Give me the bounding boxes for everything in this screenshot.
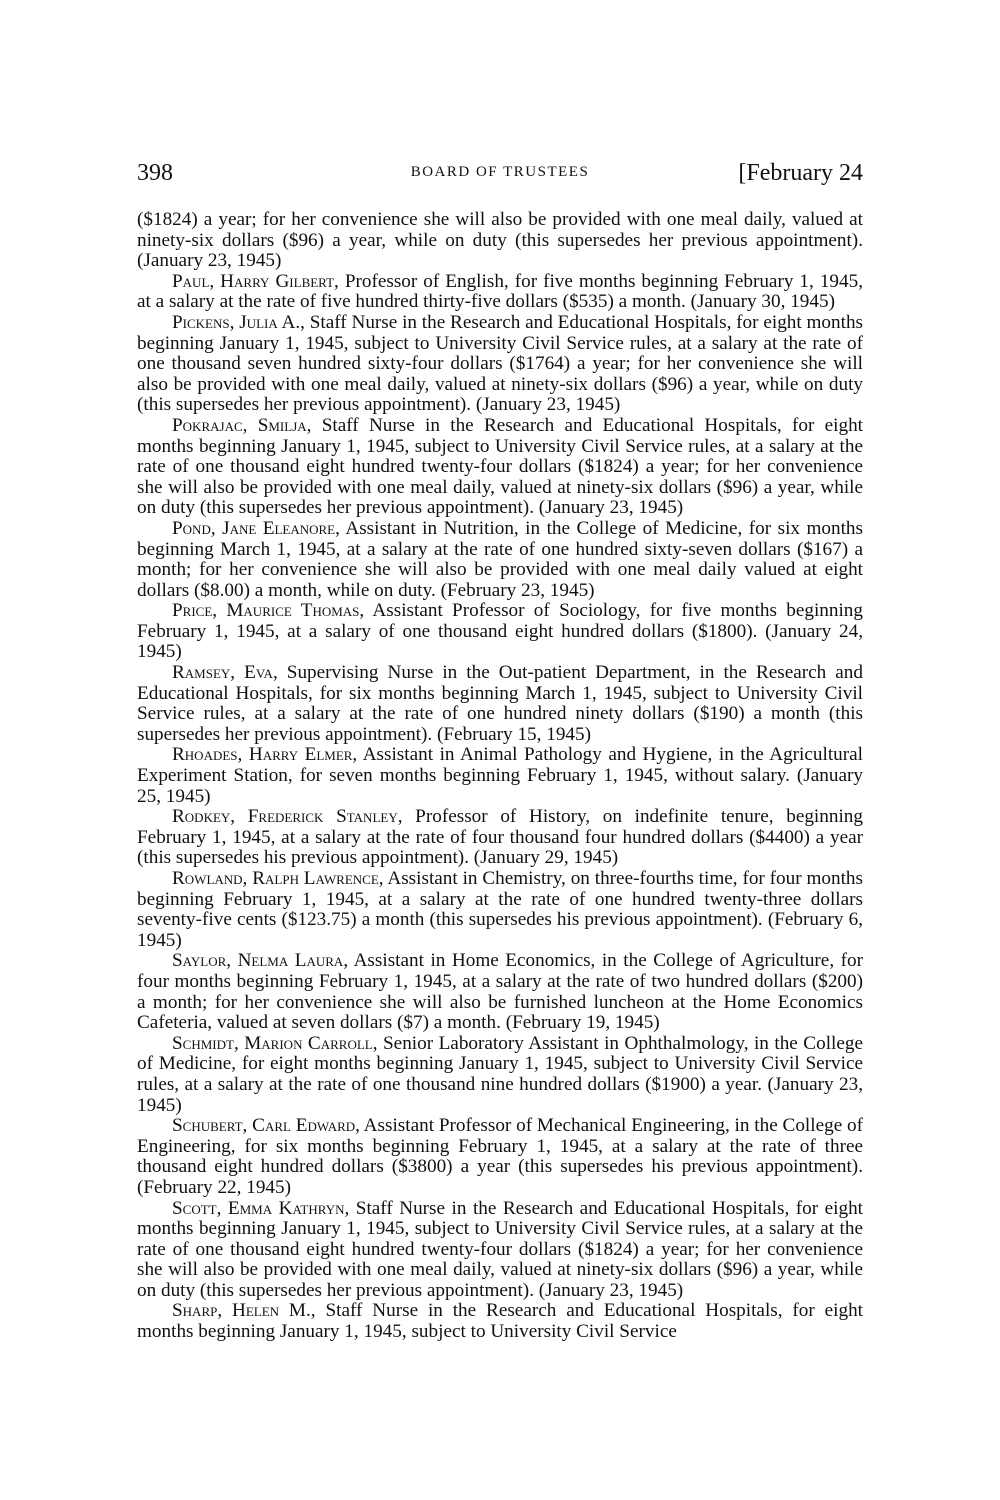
header-date: [February 24 <box>738 160 863 186</box>
appointment-text: Staff Nurse in the Research and Educational Hospitals, for eight months beginning January 1, 1945, subject to University Civil Service <box>137 1300 863 1343</box>
appointment-text: Assistant in Home Economics, in the College of Agriculture, for four months beginning February 1, 1945, at a salary at the rate of two hundred dollars ($200) a month; for her convenience she will also be furnished luncheon at the Home Economics Cafeteria, valued at seven dollars ($7) a month. (February 19, 1945) <box>137 950 863 1034</box>
appointment-entry <box>137 1301 863 1342</box>
appointee-name: Pokrajac, Smilja, <box>172 414 312 436</box>
appointment-text: Staff Nurse in the Research and Educational Hospitals, for eight months beginning January 1, 1945, subject to University Civil Service rules, at a salary at the rate of one thousand eight hundred twenty-four dollars ($1824) a year; for her convenience she will also be provided with one meal daily, valued at ninety-six dollars ($96) a year, while on duty (this supersedes her previous appointment). (January 23, 1945) <box>137 414 863 519</box>
appointee-name: Pickens, Julia A., <box>172 311 305 333</box>
appointee-name: Rhoades, Harry Elmer, <box>172 744 358 766</box>
appointee-name: Rowland, Ralph Lawrence, <box>172 868 384 889</box>
page-number: 398 <box>137 160 173 186</box>
appointment-text: Assistant in Chemistry, on three-fourths time, for four months beginning February 1, 1945, at a salary at the rate of one hundred twenty-three dollars seventy-five cents ($123.75) a month (this supersedes his previous appointment). (February 6, 1945) <box>137 868 863 951</box>
appointee-name: Schmidt, Marion Carroll, <box>172 1032 378 1054</box>
page-body <box>137 210 863 1343</box>
appointment-entry <box>137 1199 863 1302</box>
running-title: BOARD OF TRUSTEES <box>410 164 590 180</box>
appointee-name: Price, Maurice Thomas, <box>172 600 365 622</box>
appointment-text: Staff Nurse in the Research and Educational Hospitals, for eight months beginning January 1, 1945, subject to University Civil Service rules, at a salary at the rate of one thousand eight hundred twenty-four dollars ($1824) a year; for her convenience she will also be provided with one meal daily, valued at ninety-six dollars ($96) a year, while on duty (this supersedes her previous appointment). (January 23, 1945) <box>137 1197 863 1301</box>
appointment-text: Senior Laboratory Assistant in Ophthalmology, in the College of Medicine, for eight months beginning January 1, 1945, subject to University Civil Service rules, at a salary at the rate of one thousand nine hundred dollars ($1900) a year. (January 23, 1945) <box>137 1032 863 1116</box>
appointee-name: Schubert, Carl Edward, <box>172 1115 360 1137</box>
continuation-paragraph: ($1824) a year; for her convenience she will also be provided with one meal daily, valued at ninety-six dollars ($96) a year, while on duty (this supersedes her previous appointment). (January 23, 1945) <box>137 209 863 272</box>
appointment-entry <box>137 601 863 663</box>
appointment-entry <box>137 745 863 807</box>
page-header <box>137 160 863 190</box>
appointment-entry <box>137 951 863 1033</box>
appointment-entry <box>137 416 863 519</box>
appointment-text: Assistant Professor of Sociology, for five months beginning February 1, 1945, at a salary of one thousand eight hundred dollars ($1800). (January 24, 1945) <box>137 600 863 663</box>
appointee-name: Ramsey, Eva, <box>172 662 278 684</box>
appointment-entry <box>137 313 863 416</box>
appointment-entry <box>137 663 863 745</box>
appointment-entry <box>137 519 863 601</box>
appointment-text: Supervising Nurse in the Out-patient Department, in the Research and Educational Hospitals, for six months beginning March 1, 1945, subject to University Civil Service rules, at a salary at the rate of one hundred ninety dollars ($190) a month (this supersedes her previous appointment). (February 15, 1945) <box>137 662 863 745</box>
appointment-entry <box>137 869 863 951</box>
appointment-text: Professor of English, for five months beginning February 1, 1945, at a salary at the rate of five hundred thirty-five dollars ($535) a month. (January 30, 1945) <box>137 270 863 313</box>
appointment-text: Assistant in Nutrition, in the College of Medicine, for six months beginning March 1, 1945, at a salary at the rate of one hundred sixty-seven dollars ($167) a month; for her convenience she will also be provided with one meal daily valued at eight dollars ($8.00) a month, while on duty. (February 23, 1945) <box>137 517 863 601</box>
appointee-name: Rodkey, Frederick Stanley, <box>172 806 403 828</box>
appointment-text: Assistant Professor of Mechanical Engineering, in the College of Engineering, for six months beginning February 1, 1945, at a salary at the rate of three thousand eight hundred dollars ($3800) a year (this supersedes his previous appointment). (February 22, 1945) <box>137 1115 863 1198</box>
appointee-name: Pond, Jane Eleanore, <box>172 517 340 539</box>
appointment-text: Assistant in Animal Pathology and Hygiene, in the Agricultural Experiment Station, for seven months beginning February 1, 1945, without salary. (January 25, 1945) <box>137 744 863 807</box>
appointment-text: Staff Nurse in the Research and Educational Hospitals, for eight months beginning January 1, 1945, subject to University Civil Service rules, at a salary at the rate of one thousand seven hundred sixty-four dollars ($1764) a year; for her convenience she will also be provided with one meal daily, valued at ninety-six dollars ($96) a year, while on duty (this supersedes her previous appointment). (January 23, 1945) <box>137 311 864 416</box>
appointment-text: Professor of History, on indefinite tenure, beginning February 1, 1945, at a salary at the rate of four thousand four hundred dollars ($4400) a year (this supersedes his previous appointment). (January 29, 1945) <box>137 806 863 869</box>
appointee-name: Saylor, Nelma Laura, <box>172 950 349 972</box>
appointment-entry <box>137 272 863 313</box>
appointee-name: Scott, Emma Kathryn, <box>172 1197 350 1219</box>
appointment-entry <box>137 807 863 869</box>
appointment-entry <box>137 1034 863 1116</box>
appointee-name: Sharp, Helen M., <box>172 1300 316 1322</box>
appointee-name: Paul, Harry Gilbert, <box>172 270 339 292</box>
appointment-entry <box>137 1116 863 1198</box>
